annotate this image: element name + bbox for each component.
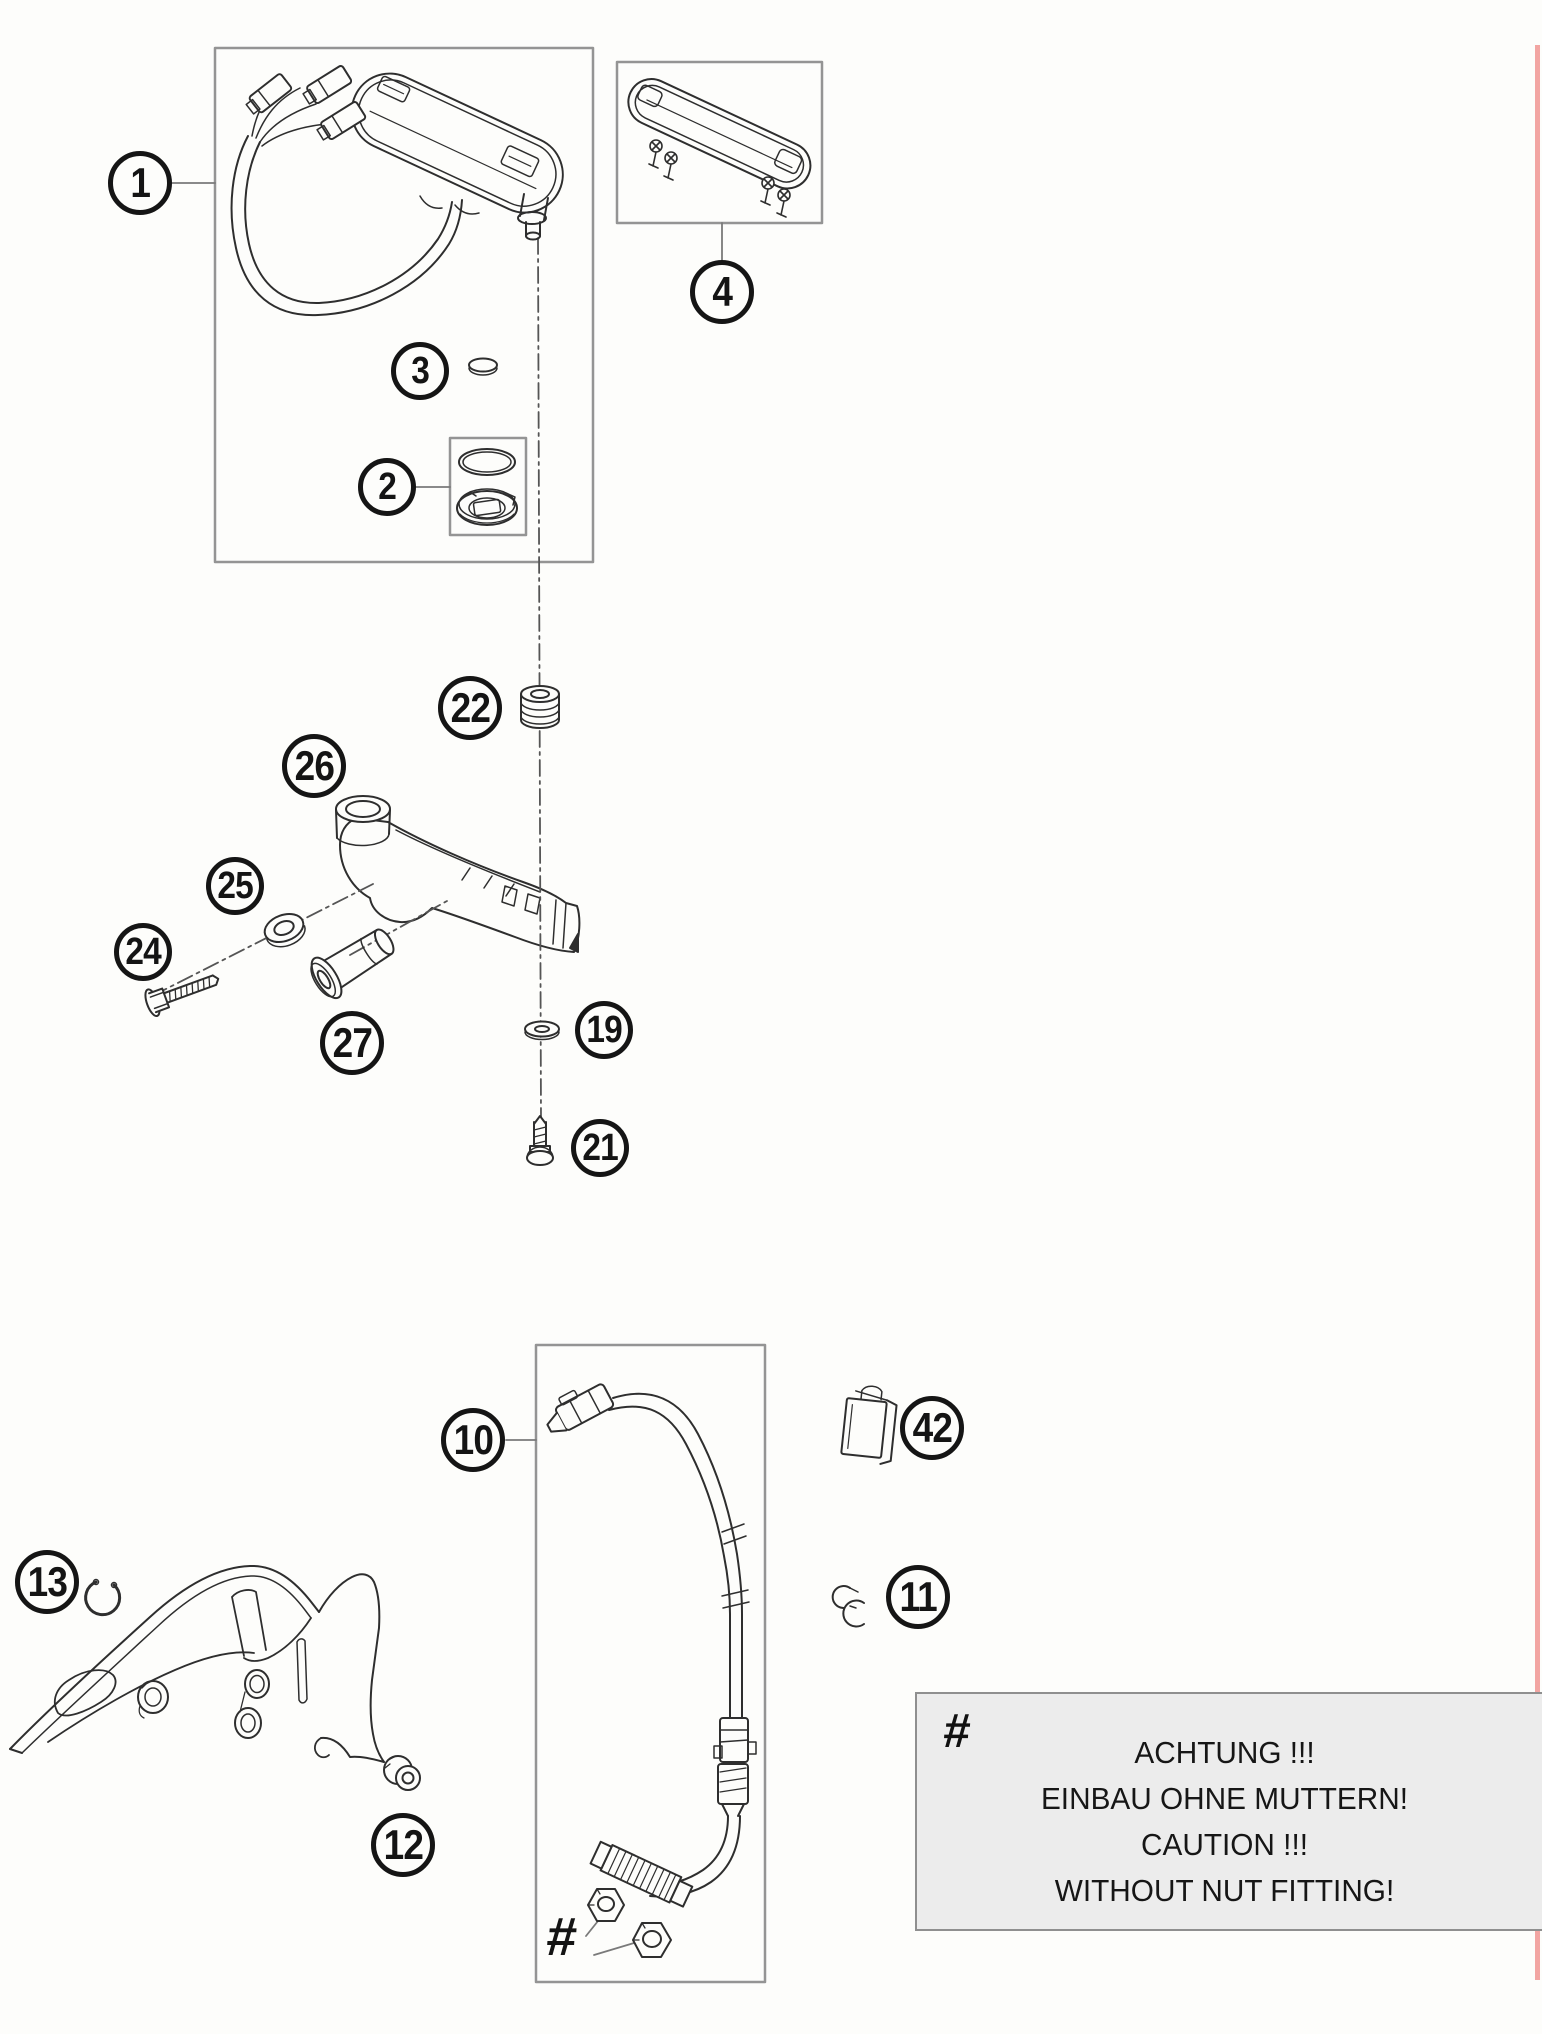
part-cover-cap-group bbox=[457, 449, 517, 525]
part-flanged-bushing bbox=[384, 1756, 420, 1790]
callout-1[interactable]: 1 bbox=[108, 151, 172, 215]
part-speed-sensor-cable bbox=[539, 1377, 756, 1957]
callout-13[interactable]: 13 bbox=[15, 1550, 79, 1614]
warning-line-2: EINBAU OHNE MUTTERN! bbox=[1040, 1781, 1409, 1816]
callout-12[interactable]: 12 bbox=[371, 1813, 435, 1877]
wiring-connector-2 bbox=[301, 65, 352, 107]
callout-26[interactable]: 26 bbox=[282, 734, 346, 798]
part-seal-cap bbox=[469, 359, 497, 376]
axle-nut-2 bbox=[633, 1923, 671, 1957]
warning-line-1: ACHTUNG !!! bbox=[1134, 1735, 1315, 1770]
warning-line-4: WITHOUT NUT FITTING! bbox=[1054, 1873, 1395, 1908]
part-screw bbox=[527, 1116, 553, 1165]
warning-hash-marker: # bbox=[941, 1705, 972, 1758]
wiring-connector-1 bbox=[244, 73, 293, 117]
callout-24[interactable]: 24 bbox=[114, 923, 172, 981]
callout-19[interactable]: 19 bbox=[575, 1001, 633, 1059]
warning-note-box bbox=[915, 1692, 1542, 1931]
part-speedometer-assembly bbox=[232, 61, 576, 315]
callout-21[interactable]: 21 bbox=[571, 1119, 629, 1177]
part-protection-cover bbox=[621, 71, 818, 217]
wiring-connector-3 bbox=[315, 101, 366, 143]
callout-3[interactable]: 3 bbox=[391, 342, 449, 400]
part-bushing-washer bbox=[261, 909, 309, 952]
part-clamp bbox=[833, 1586, 864, 1627]
callout-10[interactable]: 10 bbox=[441, 1408, 505, 1472]
cable-connector bbox=[539, 1377, 615, 1438]
part-washer bbox=[525, 1022, 559, 1040]
nut-reference-hash: # bbox=[543, 1907, 579, 1967]
warning-line-3: CAUTION !!! bbox=[1140, 1827, 1308, 1862]
axle-nut-1 bbox=[588, 1889, 624, 1921]
callout-4[interactable]: 4 bbox=[690, 260, 754, 324]
callout-25[interactable]: 25 bbox=[206, 857, 264, 915]
callout-27[interactable]: 27 bbox=[320, 1011, 384, 1075]
warning-text bbox=[929, 1730, 1519, 1914]
callout-2[interactable]: 2 bbox=[358, 458, 416, 516]
callout-42[interactable]: 42 bbox=[900, 1396, 964, 1460]
part-rubber-grommet bbox=[521, 686, 559, 728]
callout-22[interactable]: 22 bbox=[438, 676, 502, 740]
part-spacer-sleeve bbox=[304, 919, 402, 1004]
part-instrument-bracket bbox=[336, 796, 579, 952]
callout-11[interactable]: 11 bbox=[886, 1565, 950, 1629]
part-clip bbox=[841, 1384, 899, 1465]
part-circlip bbox=[86, 1580, 120, 1615]
